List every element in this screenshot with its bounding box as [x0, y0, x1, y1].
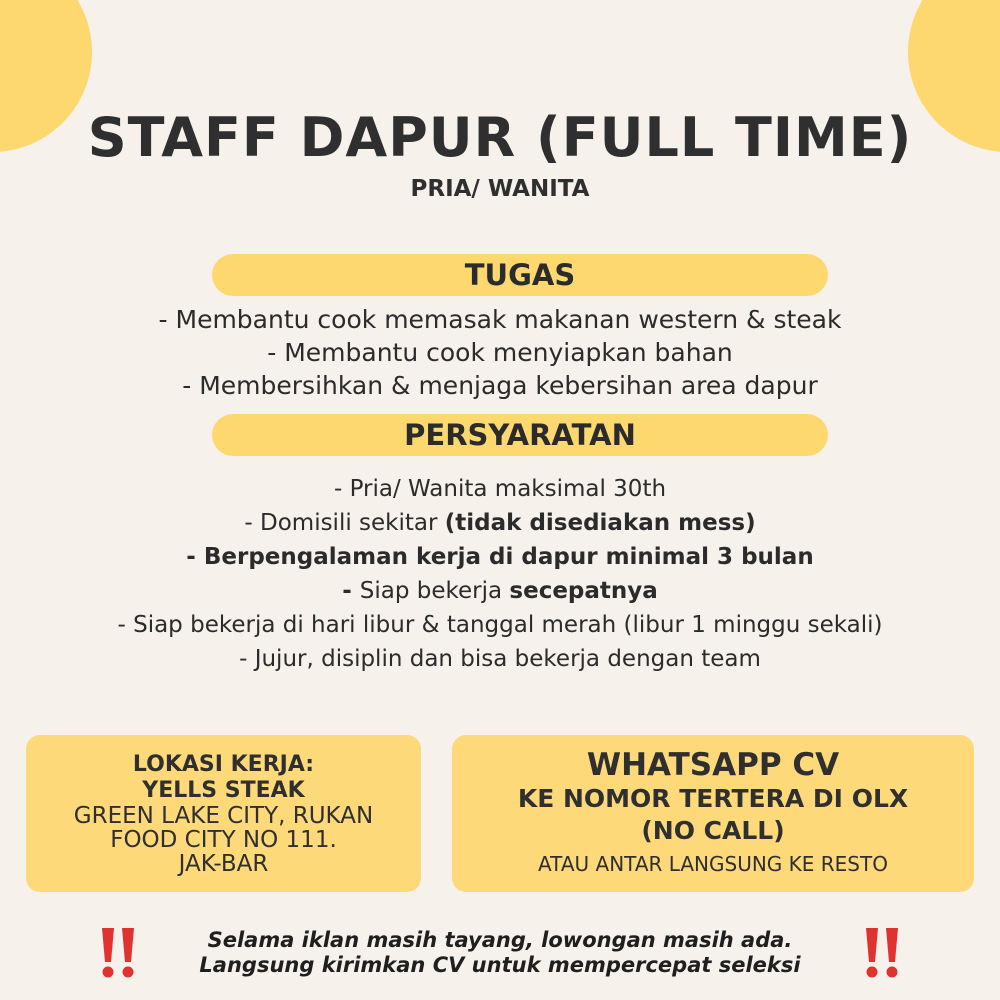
footer-line: Selama iklan masih tayang, lowongan masih ada. — [207, 928, 793, 952]
address-line: FOOD CITY NO 111. — [110, 826, 337, 853]
tugas-list — [0, 303, 1000, 402]
item-text: - Domisili sekitar — [244, 510, 445, 536]
location-card — [26, 735, 421, 892]
list-item: - Membersihkan & menjaga kebersihan area dapur — [182, 371, 818, 400]
persyaratan-heading: PERSYARATAN — [212, 414, 828, 456]
item-emphasis: - Berpengalaman kerja di dapur minimal 3 bulan — [186, 544, 814, 570]
item-text: - Jujur, disiplin dan bisa bekerja dengan team — [239, 646, 761, 672]
list-item — [0, 472, 1000, 506]
item-emphasis: secepatnya — [509, 578, 658, 604]
contact-note: ATAU ANTAR LANGSUNG KE RESTO — [538, 851, 888, 876]
contact-line: (NO CALL) — [641, 815, 785, 845]
address-line: GREEN LAKE CITY, RUKAN — [73, 802, 374, 829]
footer-line: Langsung kirimkan CV untuk mempercepat seleksi — [199, 953, 801, 977]
location-name: YELLS STEAK — [142, 777, 305, 803]
page-subtitle: PRIA/ WANITA — [410, 176, 590, 202]
list-item: - Membantu cook memasak makanan western & steak — [158, 305, 842, 334]
list-item — [0, 506, 1000, 540]
location-heading: LOKASI KERJA: — [132, 751, 315, 777]
contact-card — [452, 735, 974, 892]
list-item — [0, 608, 1000, 642]
tugas-heading: TUGAS — [212, 254, 828, 296]
item-prefix: - — [342, 578, 360, 604]
list-item — [0, 540, 1000, 574]
list-item: - Membantu cook menyiapkan bahan — [267, 338, 733, 367]
item-emphasis: (tidak disediakan mess) — [444, 510, 756, 536]
list-item — [0, 642, 1000, 676]
footer-note — [0, 928, 1000, 978]
contact-heading: WHATSAPP CV — [586, 746, 840, 783]
page-title: STAFF DAPUR (FULL TIME) — [87, 106, 913, 169]
item-text: Siap bekerja — [359, 578, 510, 604]
item-text: - Siap bekerja di hari libur & tanggal merah (libur 1 minggu sekali) — [117, 612, 883, 638]
double-exclamation-icon — [862, 926, 902, 980]
persyaratan-list — [0, 472, 1000, 676]
list-item — [0, 574, 1000, 608]
address-line: JAK-BAR — [178, 850, 269, 877]
item-text: - Pria/ Wanita maksimal 30th — [333, 476, 667, 502]
contact-line: KE NOMOR TERTERA DI OLX — [517, 783, 909, 813]
